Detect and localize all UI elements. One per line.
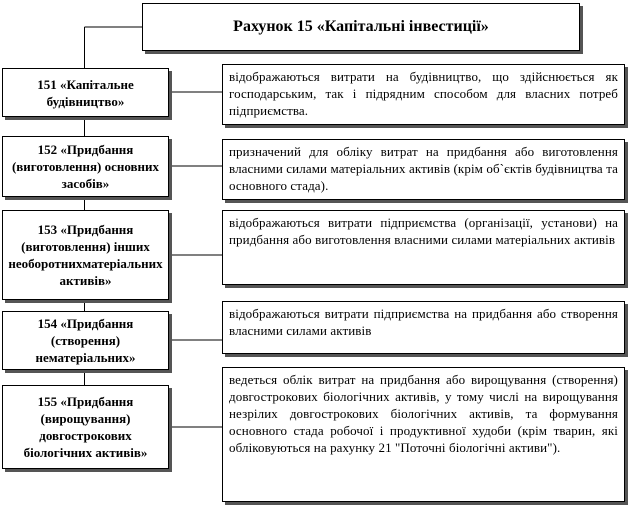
account-152-box: 152 «Придбання (виготовлення) основних засобів» (2, 136, 169, 197)
account-151-description: відображаються витрати на будівництво, що здійснюється як господарським, так і підрядним способом для власних потреб підприємства. (222, 64, 625, 125)
account-153-box: 153 «Придбання (виготовлення) інших необоротнихматеріальних активів» (2, 210, 169, 300)
account-155-description: ведеться облік витрат на придбання або вирощування (створення) довгострокових біологічних активів, у тому числі на вирощування незрілих довгострокових біологічних активів, та формування основного стада робочої і продуктивної худоби (крім тварин, які обліковуються на рахунку 21 "Поточні біологічні активи"). (222, 367, 625, 502)
account-154-description: відображаються витрати підприємства на придбання або створення власними силами активів (222, 301, 625, 354)
page-title: Рахунок 15 «Капітальні інвестиції» (142, 3, 580, 51)
account-154-box: 154 «Придбання (створення) нематеріальних» (2, 311, 169, 370)
account-152-description: призначений для обліку витрат на придбання або виготовлення власними силами матеріальних активів (крім об`єктів будівництва та основного стада). (222, 139, 625, 200)
account-153-description: відображаються витрати підприємства (організації, установи) на придбання або виготовлення власними силами матеріальних активів (222, 210, 625, 285)
account-155-box: 155 «Придбання (вирощування) довгострокових біологічних активів» (2, 385, 169, 469)
account-151-box: 151 «Капітальне будівництво» (2, 68, 169, 117)
